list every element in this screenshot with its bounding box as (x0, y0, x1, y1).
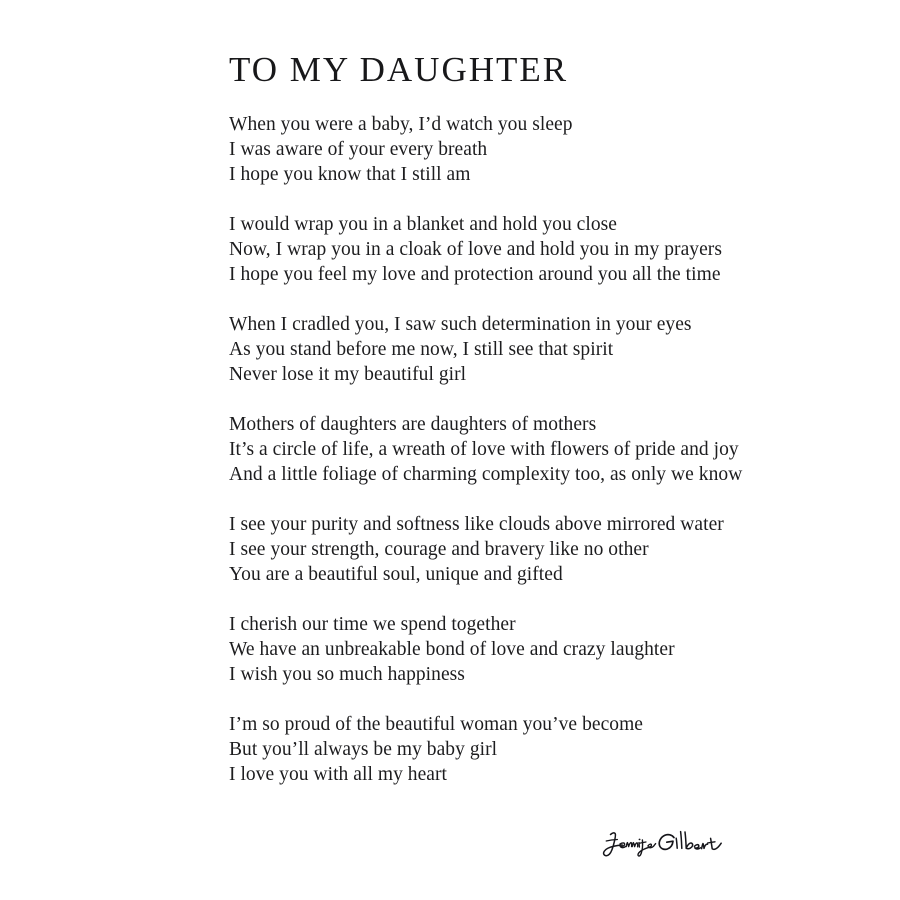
poem-line: I would wrap you in a blanket and hold you close (229, 214, 617, 235)
stanza (229, 412, 849, 487)
poem-line: I love you with all my heart (229, 764, 448, 785)
stanza (229, 612, 849, 687)
poem-line: But you’ll always be my baby girl (229, 739, 498, 760)
page-title: TO MY DAUGHTER (229, 50, 569, 90)
poem-line: I hope you feel my love and protection around you all the time (229, 264, 721, 285)
handwritten-signature-icon (596, 820, 726, 868)
poem-line: Mothers of daughters are daughters of mothers (229, 414, 597, 435)
poem-line: As you stand before me now, I still see that spirit (229, 339, 614, 360)
stanza (229, 312, 849, 387)
poem-line: When I cradled you, I saw such determination in your eyes (229, 314, 692, 335)
poem-line: It’s a circle of life, a wreath of love with flowers of pride and joy (229, 439, 739, 460)
poem-line: Never lose it my beautiful girl (229, 364, 467, 385)
poem-line: Now, I wrap you in a cloak of love and hold you in my prayers (229, 239, 722, 260)
stanza (229, 112, 849, 187)
stanza (229, 212, 849, 287)
poem-line: I’m so proud of the beautiful woman you’ve become (229, 714, 643, 735)
poem-line: I see your purity and softness like clouds above mirrored water (229, 514, 724, 535)
poem-line: When you were a baby, I’d watch you sleep (229, 114, 573, 135)
poem-line: And a little foliage of charming complexity too, as only we know (229, 464, 743, 485)
poem-line: I cherish our time we spend together (229, 614, 516, 635)
stanza (229, 712, 849, 787)
stanza (229, 512, 849, 587)
poem-line: I wish you so much happiness (229, 664, 465, 685)
poem-body (229, 112, 849, 787)
poem-line: You are a beautiful soul, unique and gifted (229, 564, 563, 585)
poem-line: I was aware of your every breath (229, 139, 488, 160)
poem-line: I hope you know that I still am (229, 164, 471, 185)
poem-line: I see your strength, courage and bravery like no other (229, 539, 649, 560)
poem-line: We have an unbreakable bond of love and crazy laughter (229, 639, 675, 660)
